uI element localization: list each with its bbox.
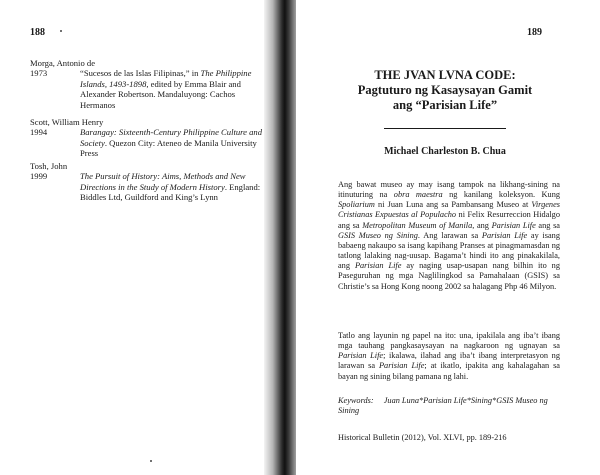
title-line: ang “Parisian Life” [392, 98, 498, 112]
reference-text: The Pursuit of History: Aims, Methods and New Directions in the Study of Modern History. England: Biddles Ltd, Guildford and King’s Lynn [80, 171, 261, 203]
reference-entry [30, 161, 266, 203]
reference-text: Barangay: Sixteenth-Century Philippine Culture and Society. Quezon City: Ateneo de Manila University Press [80, 127, 263, 159]
reference-entry [30, 117, 266, 159]
reference-author: Scott, William Henry [30, 117, 104, 127]
abstract-paragraph: Tatlo ang layunin ng papel na ito: una, ipakilala ang iba’t ibang mga tauhang pangkasaysayan na nagkaroon ng ugnayan sa Parisian Life; ikalawa, ilahad ang iba’t ibang interpretasyon ng larawan sa Parisian Life; at ikatlo, ipakita ang kahalagahan sa bayan ng sining bilang pamana ng lahi. [338, 331, 560, 381]
keywords [338, 396, 560, 416]
right-page [296, 0, 600, 475]
abstract-paragraph: Ang bawat museo ay may isang tampok na likhang-sining na itinuturing na obra maestra ng kanilang koleksyon. Kung Spoliarium ni Juan Luna ang sa Pambansang Museo at Virgenes Cristianas Expuestas al Populacho ni Felix Resurreccion Hidalgo ang sa Metropolitan Museum of Manila, ang Parisian Life ang sa GSIS Museo ng Sining. Ang larawan sa Parisian Life ay isang babaeng nakaupo sa isang kapihang Pranses at pinagmamasdan ng tatlong lalaking nag-uusap. Bagama’t hindi ito ang pinakakilala, ang Parisian Life ay naging usap-usapan nang bilhin ito ng Paseguruhan ng mga Naglilingkod sa Pamahalaan (GSIS) sa Christie’s sa Hong Kong noong 2002 sa halagang Php 46 Milyon. [338, 180, 560, 291]
journal-citation: Historical Bulletin (2012), Vol. XLVI, pp. 189-216 [338, 433, 507, 442]
title-rule [384, 128, 506, 129]
title-line: THE JVAN LVNA CODE: [374, 68, 516, 82]
keywords-text: Juan Luna*Parisian Life*Sining*GSIS Museo ng Sining [338, 396, 548, 416]
article-author: Michael Charleston B. Chua [384, 146, 506, 157]
page-number: 189 [527, 27, 542, 38]
scan-speck [60, 30, 62, 32]
reference-text: “Sucesos de las Islas Filipinas,” in The Philippine Islands, 1493-1898, edited by Emma Blair and Alexander Robertson. Mandaluyong: Cachos Hermanos [80, 68, 252, 110]
reference-year: 1994 [30, 127, 48, 138]
reference-year: 1999 [30, 171, 48, 182]
article-title [336, 68, 554, 113]
title-line: Pagtuturo ng Kasaysayan Gamit [357, 83, 533, 97]
reference-author: Morga, Antonio de [30, 58, 96, 68]
keywords-label: Keywords: [338, 396, 374, 405]
reference-year: 1973 [30, 68, 48, 79]
reference-author: Tosh, John [30, 161, 68, 171]
scan-speck [150, 460, 152, 462]
reference-entry [30, 58, 266, 110]
page-number: 188 [30, 27, 45, 38]
left-page [0, 0, 272, 475]
